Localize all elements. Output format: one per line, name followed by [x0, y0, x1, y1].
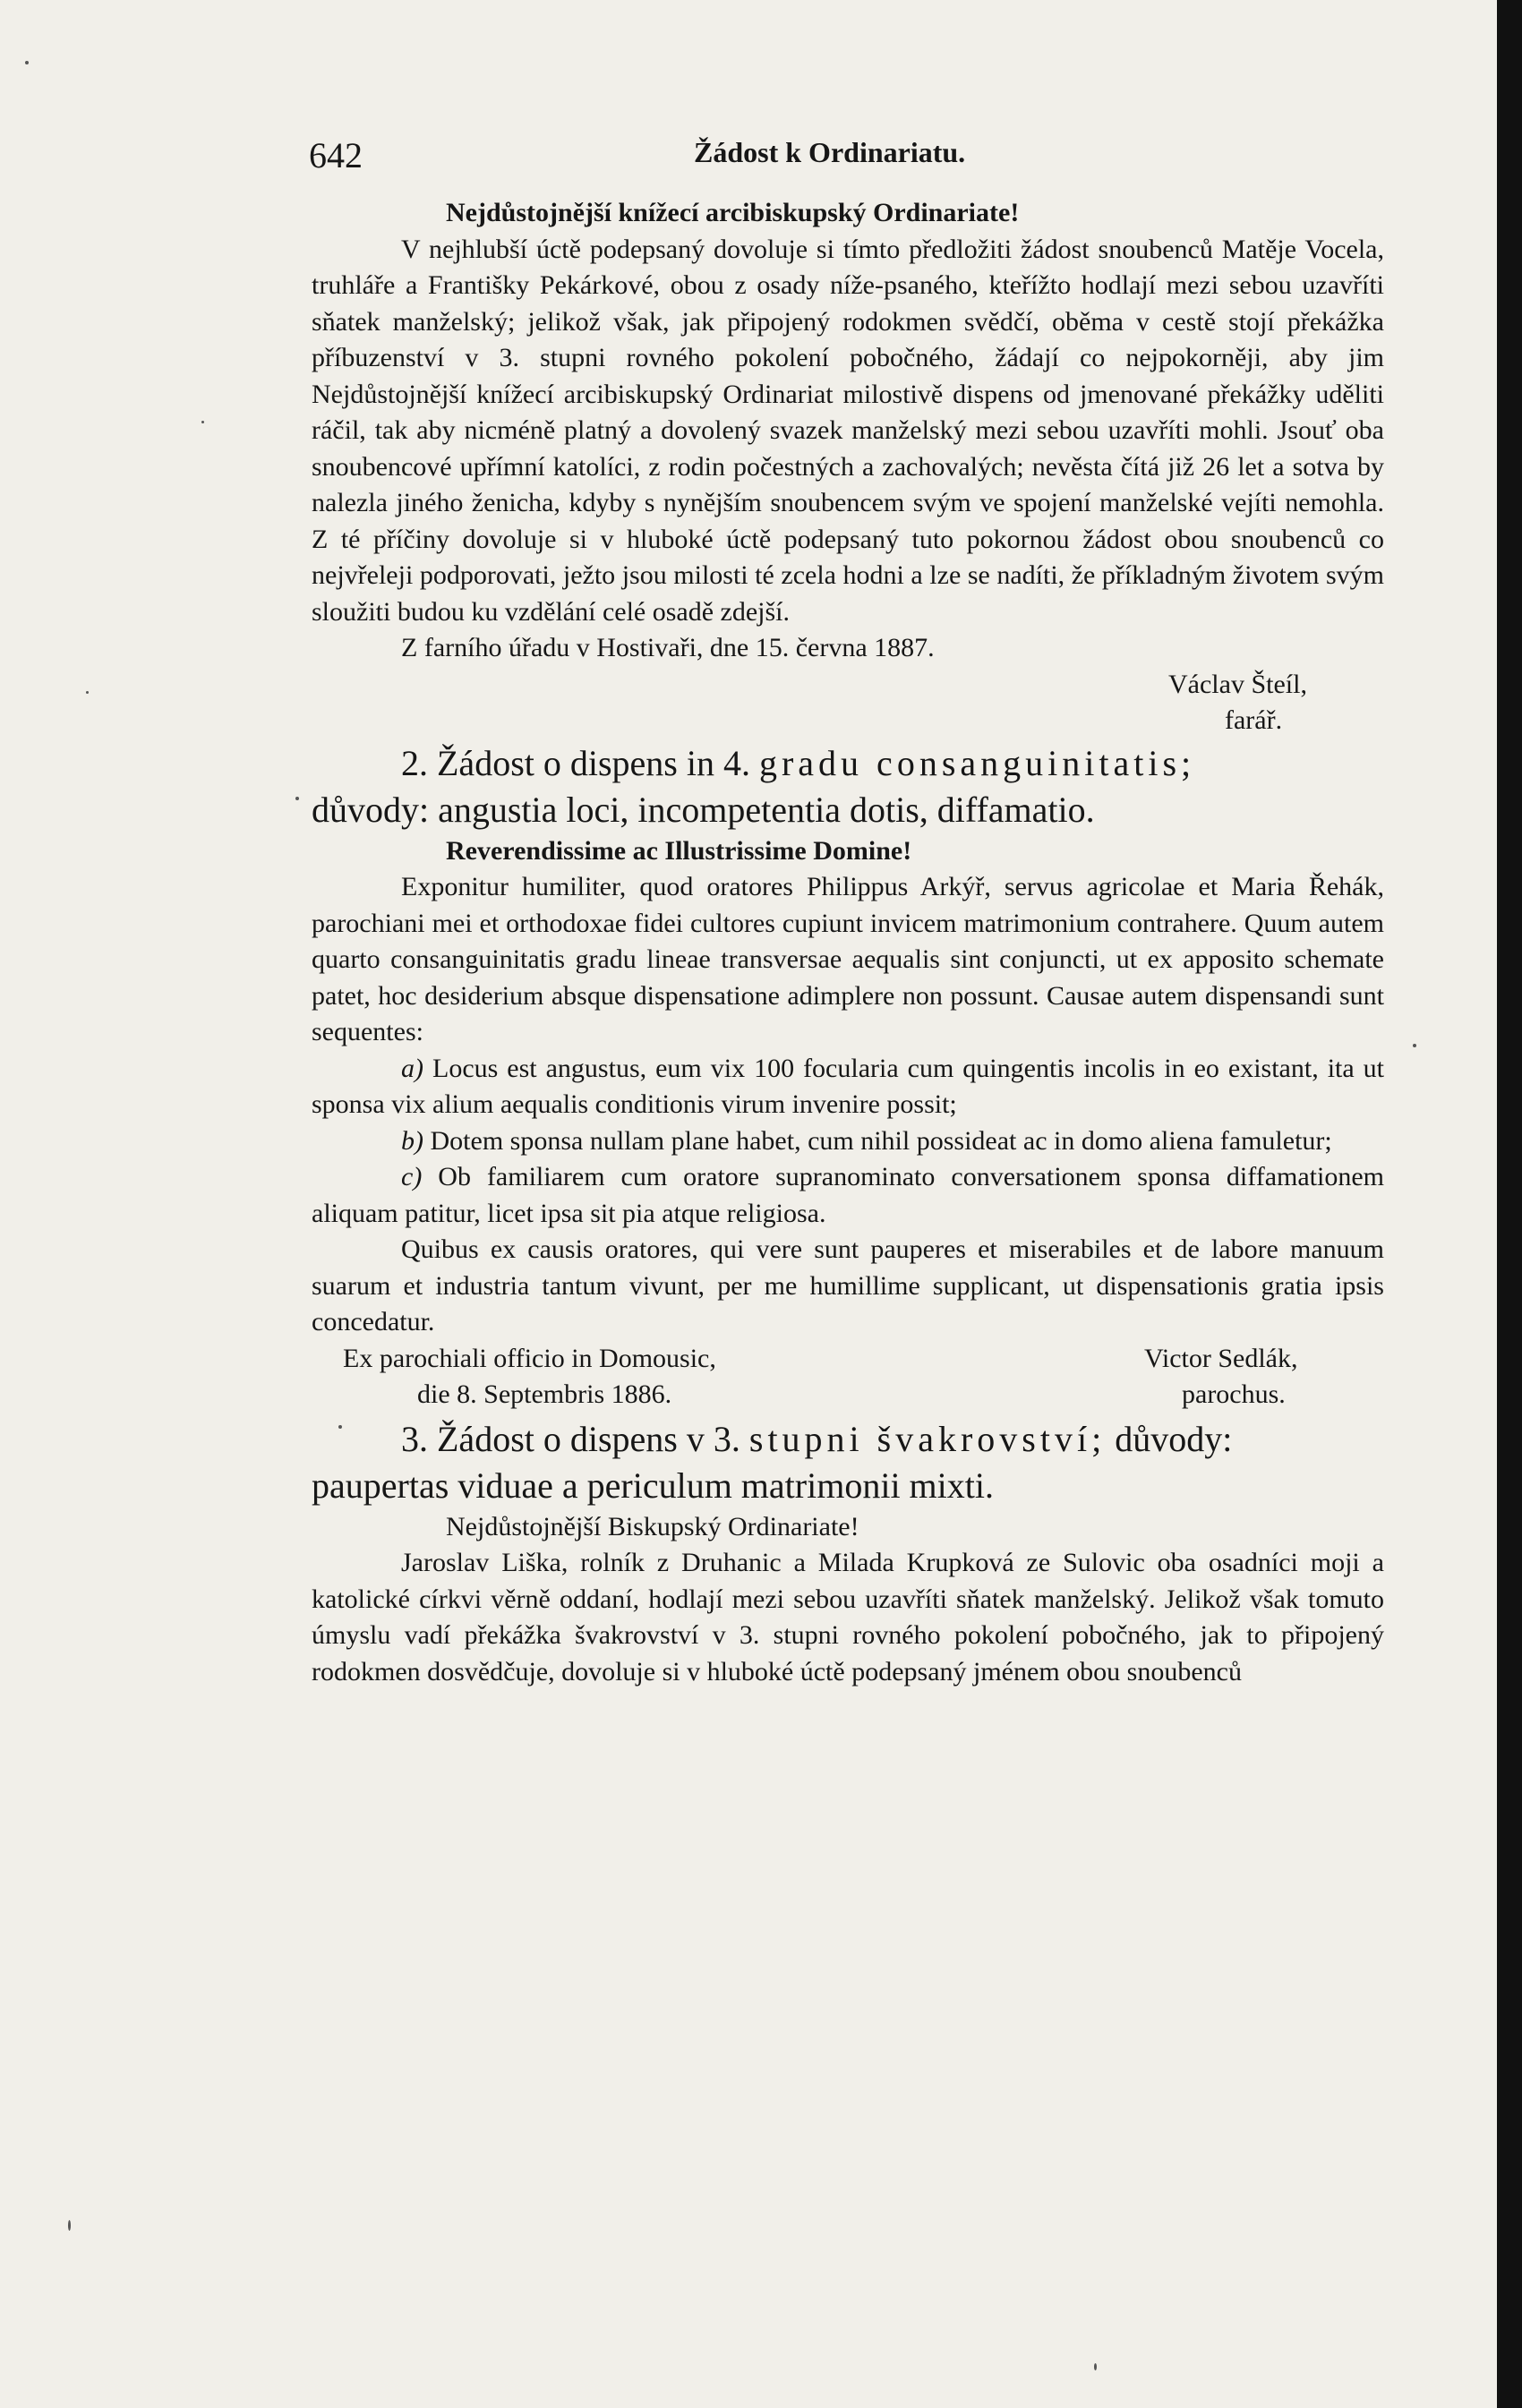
scan-speck [25, 61, 29, 64]
scan-speck [1094, 2363, 1097, 2370]
letter2-conclusion: Quibus ex causis oratores, qui vere sunt pauperes et miserabiles et de labore manuum suarum et industria tantum vivunt, per me humillime supplicant, ut dispensationis gratia ipsis concedatur. [312, 1234, 1384, 1336]
letter3-salutation: Nejdůstojnější Biskupský Ordinariate! [446, 1511, 859, 1541]
section3-number: 3. [401, 1418, 428, 1459]
letter2-salutation: Reverendissime ac Illustrissime Domine! [446, 835, 912, 866]
item-c-label: c) [401, 1162, 423, 1191]
item-a-text: Locus est angustus, eum vix 100 focularia cum quingentis incolis in eo existant, ita ut sponsa vix alium aequalis conditionis virum invenire possit; [312, 1053, 1384, 1119]
letter2-item-b [312, 1123, 1384, 1160]
section2-title-lead: Žádost o dispens in 4. [437, 742, 750, 783]
letter2-date: die 8. Septembris 1886. [417, 1379, 672, 1409]
running-header [309, 134, 1397, 179]
item-b-label: b) [401, 1125, 423, 1156]
scan-speck [201, 421, 204, 423]
section2-title-rest: důvody: angustia loci, incompetentia dotis, diffamatio. [312, 789, 1095, 830]
letter1-signature-title: farář. [1225, 704, 1283, 735]
letter1-salutation: Nejdůstojnější knížecí arcibiskupský Ordinariate! [446, 198, 1020, 227]
section3-title-lead: Žádost o dispens v 3. [437, 1418, 740, 1459]
letter1-signature-name: Václav Šteíl, [1168, 669, 1307, 699]
letter1-body: V nejhlubší úctě podepsaný dovoluje si tímto předložiti žádost snoubenců Matěje Vocela, truhláře a Františky Pekárkové, obou z osady níže-psaného, kteřížto hodlají mezi sebou uzavříti sňatek manželský; jelikož však, jak připojený rodokmen svědčí, oběma v cestě stojí překážka příbuzenství v 3. stupni rovného pokolení pobočného, žádají co nejpokorněji, aby jim Nejdůstojnější knížecí arcibiskupský Ordinariat milostivě dispens od jmenované překážky uděliti ráčil, tak aby nicméně platný a dovolený svazek manželský mezi sebou uzavříti mohli. Jsouť oba snoubencové upřímní katolíci, z rodin počestných a zachovalých; nevěsta čítá již 26 let a sotva by nalezla jiného ženicha, kdyby s nynějším snoubencem svým ve spojení manželské vejíti nemohla. Z té příčiny dovoluje si v hluboké úctě podepsaný tuto pokornou žádost obou snoubenců co nejvřeleji podporovati, ježto jsou milosti té zcela hodni a lze se nadíti, že příkladným životem svým sloužiti budou ku vzdělání celé osadě zdejší. [312, 234, 1384, 627]
section2-number: 2. [401, 742, 428, 783]
section3-heading [312, 1416, 1384, 1509]
letter1-place-date: Z farního úřadu v Hostivaři, dne 15. června 1887. [401, 633, 935, 662]
section2-title-spaced: gradu consanguinitatis; [758, 742, 1196, 783]
letter2-item-c [312, 1159, 1384, 1232]
letter2-signature-title: parochus. [1182, 1379, 1286, 1409]
section2-heading [312, 740, 1384, 833]
section3-title-rest-inline: důvody: [1115, 1418, 1233, 1459]
scan-speck [1413, 1044, 1416, 1047]
page-number: 642 [309, 135, 363, 175]
section3-title-rest: paupertas viduae a periculum matrimonii mixti. [312, 1464, 995, 1506]
scan-speck [295, 797, 299, 800]
scan-speck [338, 1425, 342, 1429]
scan-speck [86, 691, 89, 694]
text-block [312, 195, 1384, 1690]
section3-title-spaced: stupni švakrovství; [748, 1418, 1107, 1459]
letter2-signature [312, 1341, 1384, 1416]
letter1-signature [312, 667, 1384, 740]
letter3-body: Jaroslav Liška, rolník z Druhanic a Milada Krupková ze Sulovic oba osadníci moji a katolické církvi věrně oddaní, hodlají mezi sebou uzavříti sňatek manželský. Jelikož však tomuto úmyslu vadí překážka švakrovství v 3. stupni rovného pokolení pobočného, jak to připojený rodokmen dosvědčuje, dovoluje si v hluboké úctě podepsaný jménem obou snoubenců [312, 1548, 1384, 1686]
scan-edge [1497, 0, 1522, 2408]
running-title: Žádost k Ordinariatu. [694, 136, 966, 168]
scan-speck [68, 2220, 71, 2231]
letter2-signature-name: Victor Sedlák, [1144, 1343, 1298, 1373]
item-a-label: a) [401, 1053, 423, 1083]
letter2-place: Ex parochiali officio in Domousic, [343, 1343, 716, 1373]
letter2-item-a [312, 1051, 1384, 1123]
letter2-body: Exponitur humiliter, quod oratores Philippus Arkýř, servus agricolae et Maria Řehák, parochiani mei et orthodoxae fidei cultores cupiunt invicem matrimonium contrahere. Quum autem quarto consanguinitatis gradu lineae transversae aequalis sint conjuncti, ut ex apposito schemate patet, hoc desiderium absque dispensatione adimplere non possunt. Causae autem dispensandi sunt sequentes: [312, 872, 1384, 1046]
item-b-text: Dotem sponsa nullam plane habet, cum nihil possideat ac in domo aliena famuletur; [430, 1125, 1332, 1156]
item-c-text: Ob familiarem cum oratore supranominato conversationem sponsa diffamationem aliquam patitur, licet ipsa sit pia atque religiosa. [312, 1162, 1384, 1228]
